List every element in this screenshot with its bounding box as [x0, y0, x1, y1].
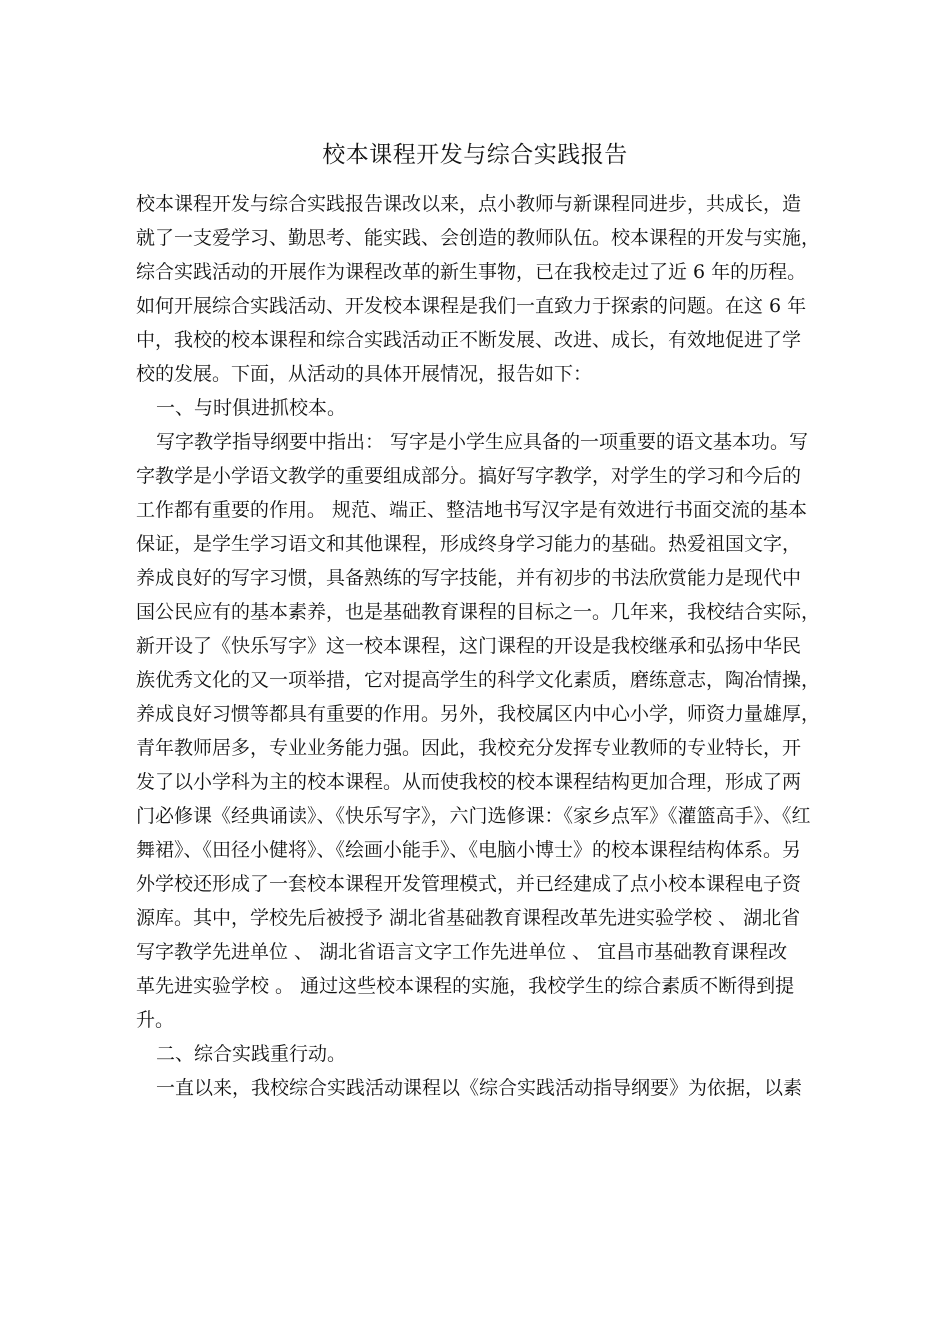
- paragraph-line: 校的发展。下面，从活动的具体开展情况，报告如下：: [136, 363, 593, 385]
- paragraph-line: 一直以来，我校综合实践活动课程以《综合实践活动指导纲要》为依据，以素: [156, 1077, 803, 1099]
- paragraph-line: 外学校还形成了一套校本课程开发管理模式，并已经建成了点小校本课程电子资: [136, 873, 802, 895]
- document-title: 校本课程开发与综合实践报告: [322, 142, 628, 168]
- paragraph-line: 族优秀文化的又一项举措，它对提高学生的科学文化素质，磨练意志，陶冶情操，: [136, 669, 821, 691]
- paragraph-line: 就了一支爱学习、勤思考、能实践、会创造的教师队伍。校本课程的开发与实施，: [136, 227, 821, 249]
- paragraph-line: 综合实践活动的开展作为课程改革的新生事物，已在我校走过了近 6 年的历程。: [136, 261, 807, 283]
- paragraph-line: 新开设了《快乐写字》这一校本课程，这门课程的开设是我校继承和弘扬中华民: [136, 635, 802, 657]
- paragraph-line: 养成良好的写字习惯，具备熟练的写字技能，并有初步的书法欣赏能力是现代中: [136, 567, 802, 589]
- paragraph-line: 舞裙》、《田径小健将》、《绘画小能手》、《电脑小博士》的校本课程结构体系。另: [136, 839, 802, 861]
- paragraph-line: 发了以小学科为主的校本课程。从而使我校的校本课程结构更加合理，形成了两: [136, 771, 802, 793]
- paragraph-line: 如何开展综合实践活动、开发校本课程是我们一直致力于探索的问题。在这 6 年: [136, 295, 807, 317]
- paragraph-line: 写字教学先进单位 、 湖北省语言文字工作先进单位 、 宜昌市基础教育课程改: [136, 941, 788, 963]
- paragraph-line: 革先进实验学校 。 通过这些校本课程的实施，我校学生的综合素质不断得到提: [136, 975, 795, 997]
- paragraph-line: 青年教师居多，专业业务能力强。因此，我校充分发挥专业教师的专业特长，开: [136, 737, 802, 759]
- paragraph-line: 字教学是小学语文教学的重要组成部分。搞好写字教学，对学生的学习和今后的: [136, 465, 802, 487]
- paragraph-line: 升。: [136, 1009, 175, 1031]
- paragraph-line: 工作都有重要的作用。 规范、端正、整洁地书写汉字是有效进行书面交流的基本: [136, 499, 808, 521]
- paragraph-line: 国公民应有的基本素养，也是基础教育课程的目标之一。几年来，我校结合实际，: [136, 601, 821, 623]
- section-heading: 一、与时俱进抓校本。: [156, 397, 347, 419]
- paragraph-line: 中，我校的校本课程和综合实践活动正不断发展、改进、成长，有效地促进了学: [136, 329, 802, 351]
- paragraph-line: 写字教学指导纲要中指出： 写字是小学生应具备的一项重要的语文基本功。写: [156, 431, 809, 453]
- paragraph-line: 保证，是学生学习语文和其他课程，形成终身学习能力的基础。热爱祖国文字，: [136, 533, 802, 555]
- paragraph-line: 养成良好习惯等都具有重要的作用。另外，我校属区内中心小学，师资力量雄厚，: [136, 703, 821, 725]
- section-heading: 二、综合实践重行动。: [156, 1043, 347, 1065]
- paragraph-line: 源库。其中，学校先后被授予 湖北省基础教育课程改革先进实验学校 、 湖北省: [136, 907, 801, 929]
- paragraph-line: 门必修课《经典诵读》、《快乐写字》，六门选修课：《家乡点军》《灌篮高手》、《红: [136, 805, 811, 827]
- paragraph-line: 校本课程开发与综合实践报告课改以来，点小教师与新课程同进步，共成长，造: [136, 193, 802, 215]
